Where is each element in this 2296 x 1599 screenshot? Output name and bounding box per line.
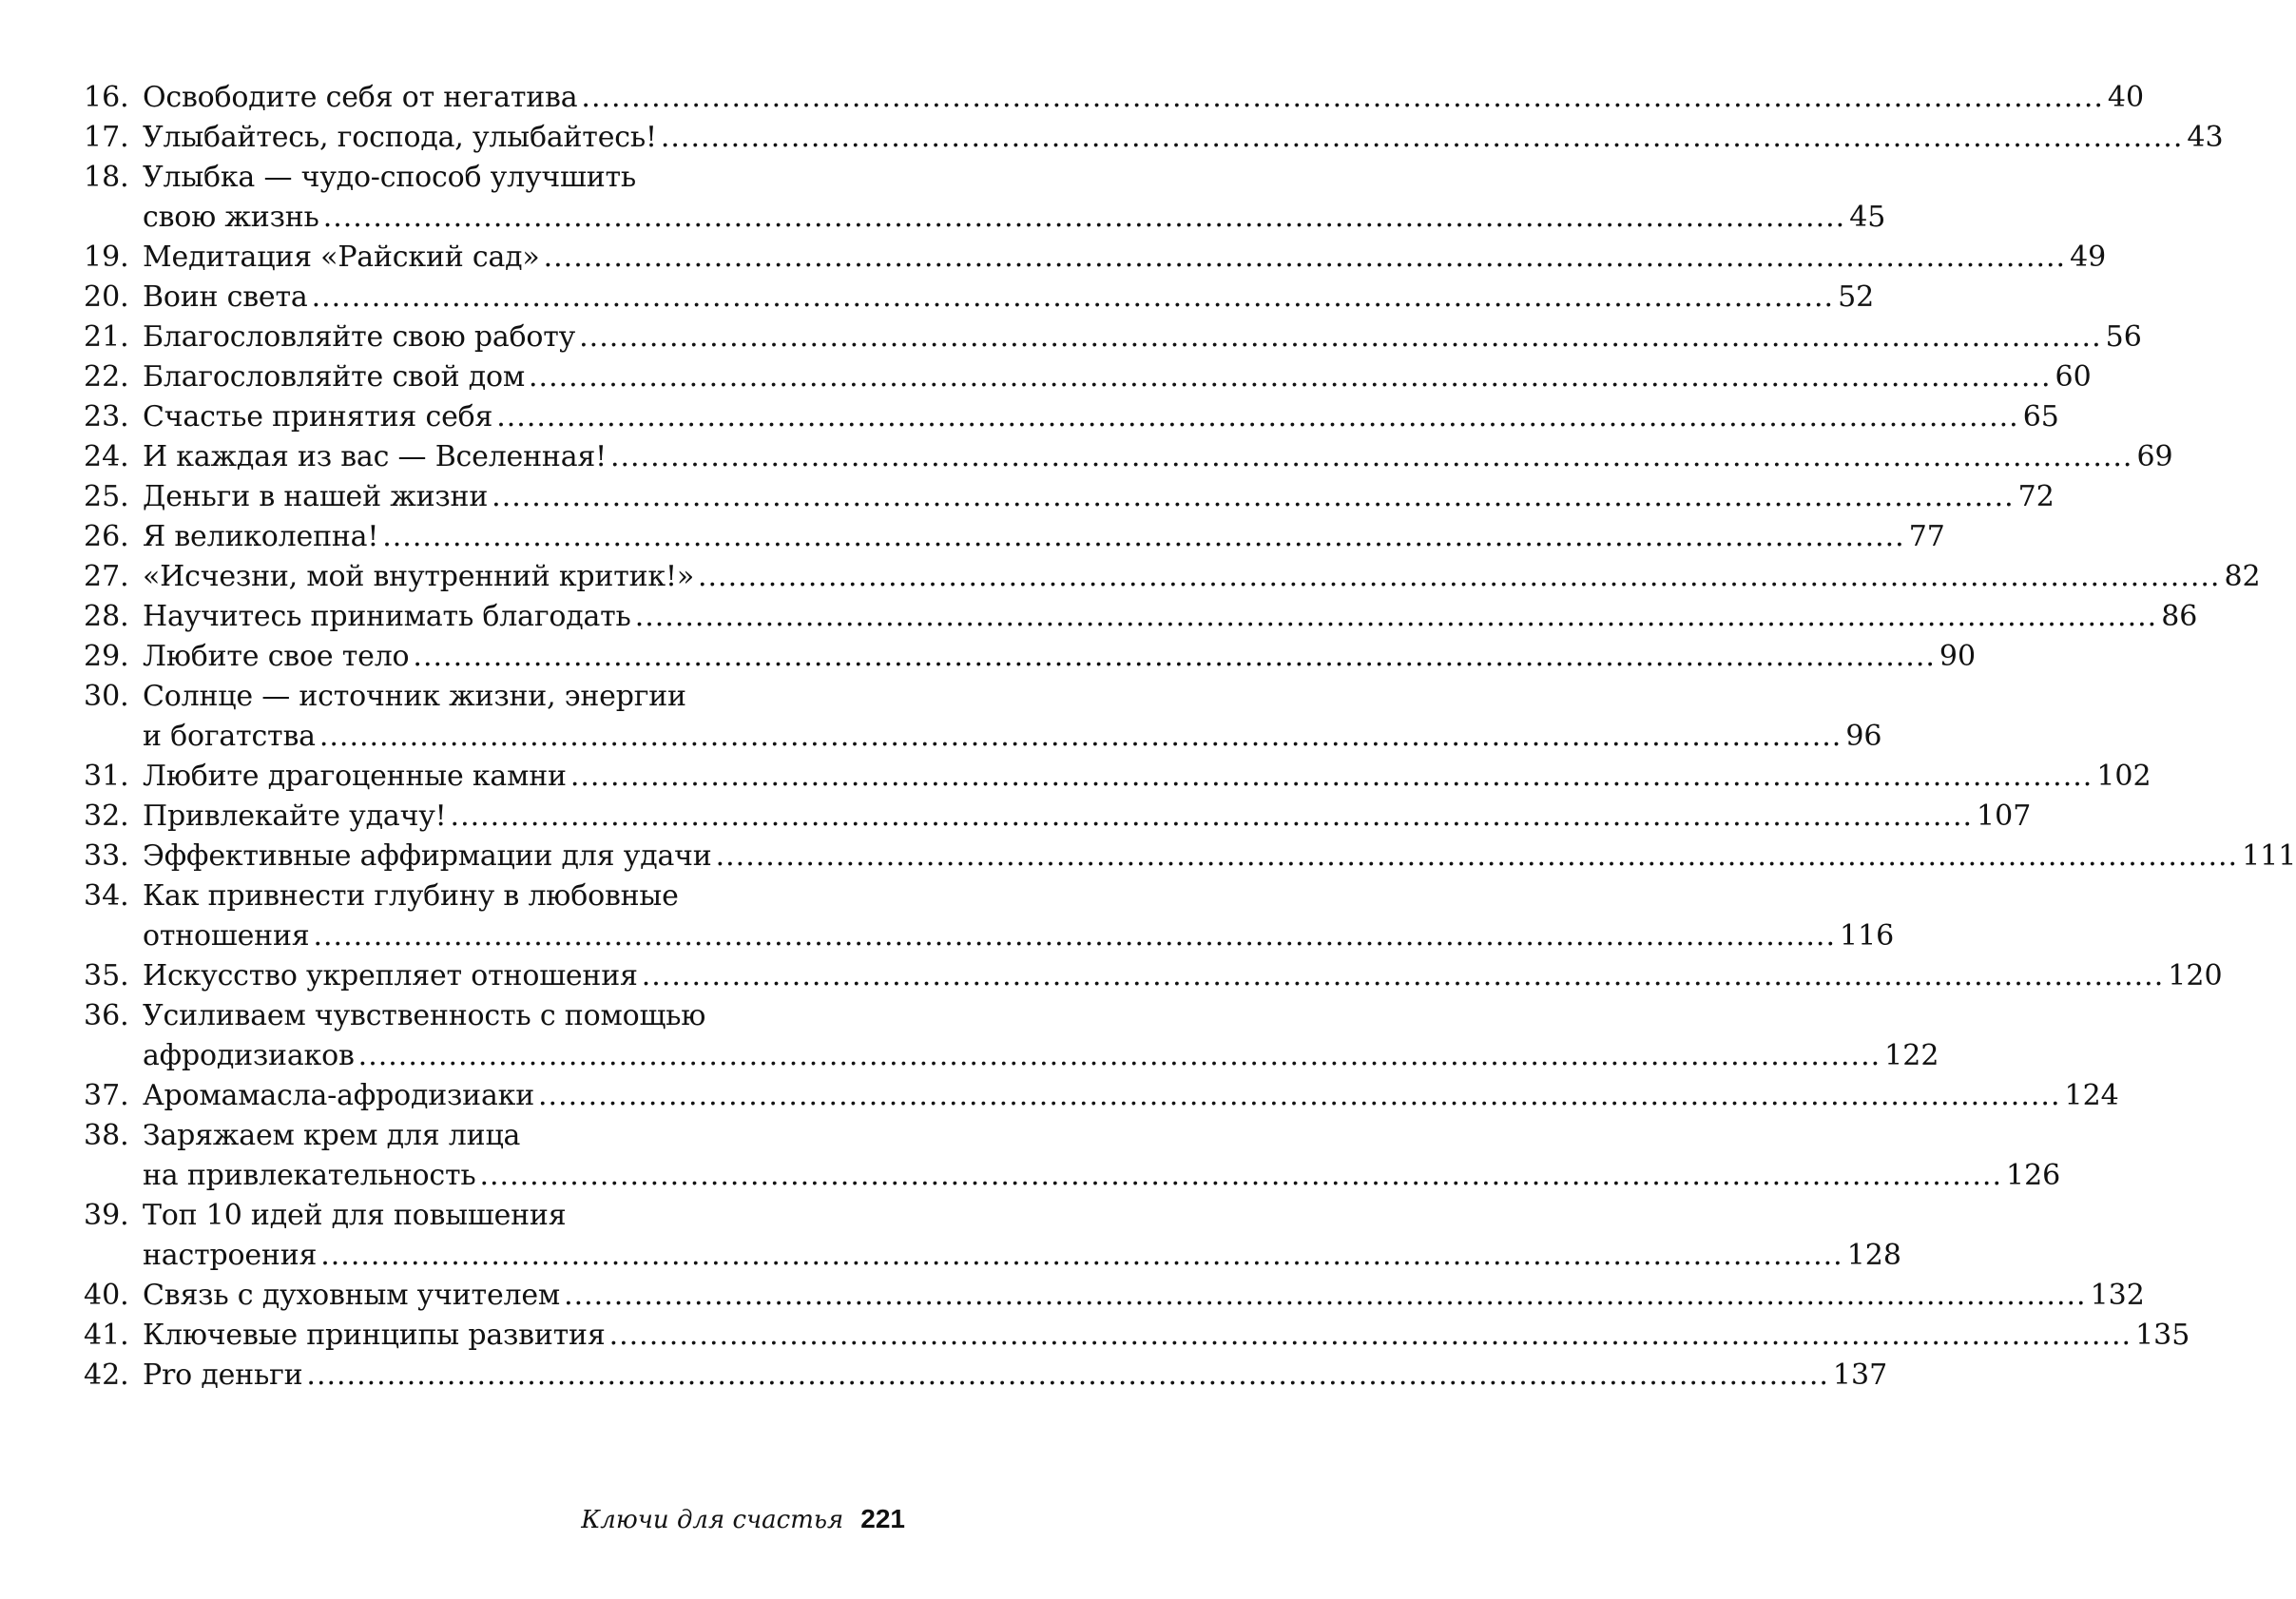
toc-entry-number: 28.	[84, 600, 129, 633]
toc-entry-number: 34.	[84, 879, 129, 913]
dot-leader	[358, 1036, 1881, 1076]
dot-leader	[661, 118, 2184, 158]
toc-entry-title: и богатства	[143, 720, 316, 753]
toc-entry-number: 36.	[84, 999, 129, 1032]
toc-entry-number: 42.	[84, 1358, 129, 1392]
toc-entry	[84, 597, 2198, 637]
dot-leader	[413, 637, 1936, 677]
table-of-contents	[84, 78, 2296, 1396]
dot-leader	[635, 597, 2158, 637]
toc-entry-line	[84, 1196, 818, 1236]
toc-entry-number: 30.	[84, 680, 129, 713]
toc-entry-number: 18.	[84, 161, 129, 194]
toc-entry-page: 52	[1838, 280, 1875, 314]
toc-entry-title: Любите свое тело	[143, 640, 410, 673]
toc-entry-page: 45	[1849, 201, 1886, 234]
toc-entry-title: Улыбайтесь, господа, улыбайтесь!	[143, 121, 657, 154]
dot-leader	[544, 238, 2067, 278]
dot-leader	[492, 477, 2015, 517]
dot-leader	[312, 278, 1835, 318]
dot-leader	[496, 397, 2019, 437]
toc-entry-line	[84, 1076, 2119, 1116]
toc-entry-title: Искусство укрепляет отношения	[143, 959, 638, 992]
toc-entry-page: 49	[2070, 241, 2107, 274]
toc-entry	[84, 677, 1882, 757]
toc-entry-line	[84, 916, 1895, 956]
toc-entry	[84, 357, 2092, 397]
toc-entry-title: И каждая из вас — Вселенная!	[143, 440, 607, 473]
toc-entry-number: 37.	[84, 1079, 129, 1112]
toc-entry-line	[84, 1236, 1901, 1276]
toc-entry-number: 24.	[84, 440, 129, 473]
toc-entry-number: 19.	[84, 241, 129, 274]
toc-entry-page: 132	[2090, 1279, 2145, 1312]
toc-entry	[84, 78, 2145, 118]
toc-entry-line	[84, 517, 1945, 557]
toc-entry-line	[84, 677, 818, 717]
toc-entry-page: 77	[1908, 520, 1945, 553]
toc-entry-title: Солнце — источник жизни, энергии	[143, 680, 686, 713]
toc-entry	[84, 757, 2151, 797]
toc-entry-number: 32.	[84, 800, 129, 833]
toc-entry-page: 107	[1977, 800, 2032, 833]
toc-entry-line	[84, 557, 2261, 597]
dot-leader	[642, 956, 2165, 996]
toc-entry-line	[84, 158, 818, 198]
toc-entry-line	[84, 1156, 2061, 1196]
toc-entry-title: Pro деньги	[143, 1358, 303, 1392]
toc-entry-title: Улыбка — чудо-способ улучшить	[143, 161, 637, 194]
dot-leader	[570, 757, 2093, 797]
toc-entry-title: Благословляйте свою работу	[143, 320, 576, 354]
dot-leader	[319, 717, 1843, 757]
toc-entry-page: 128	[1846, 1239, 1901, 1272]
toc-entry-page: 116	[1839, 919, 1895, 953]
dot-leader	[564, 1276, 2087, 1316]
toc-entry	[84, 118, 2224, 158]
toc-entry-title: Заряжаем крем для лица	[143, 1119, 521, 1152]
toc-entry-page: 137	[1832, 1358, 1888, 1392]
toc-entry-page: 86	[2161, 600, 2198, 633]
toc-entry-page: 82	[2224, 560, 2261, 593]
toc-entry	[84, 517, 1945, 557]
dot-leader	[306, 1356, 1829, 1396]
toc-entry-title: Аромамасла-афродизиаки	[143, 1079, 534, 1112]
toc-entry-line	[84, 1276, 2145, 1316]
toc-entry-line	[84, 717, 1882, 757]
toc-entry-title: Усиливаем чувственность с помощью	[143, 999, 706, 1032]
toc-entry-line	[84, 318, 2142, 357]
toc-entry-title: Я великолепна!	[143, 520, 379, 553]
toc-entry-title: Как привнести глубину в любовные	[143, 879, 679, 913]
toc-entry	[84, 477, 2055, 517]
toc-entry-line	[84, 1116, 818, 1156]
toc-entry	[84, 797, 2032, 837]
toc-entry-line	[84, 1316, 2190, 1356]
dot-leader	[698, 557, 2221, 597]
toc-entry	[84, 158, 1886, 238]
toc-entry-page: 102	[2096, 760, 2151, 793]
toc-entry-line	[84, 597, 2198, 637]
toc-entry	[84, 1076, 2119, 1116]
toc-entry-number: 39.	[84, 1199, 129, 1232]
toc-entry-line	[84, 78, 2145, 118]
toc-entry	[84, 996, 1939, 1076]
toc-entry-page: 40	[2107, 81, 2145, 114]
toc-entry-page: 90	[1939, 640, 1977, 673]
toc-entry-number: 21.	[84, 320, 129, 354]
page-number: 221	[860, 1504, 905, 1533]
toc-entry	[84, 397, 2059, 437]
toc-entry-line	[84, 996, 818, 1036]
toc-entry-title: отношения	[143, 919, 310, 953]
dot-leader	[716, 837, 2239, 877]
dot-leader	[320, 1236, 1843, 1276]
toc-entry-line	[84, 837, 2296, 877]
toc-entry-number: 31.	[84, 760, 129, 793]
toc-entry-page: 124	[2064, 1079, 2119, 1112]
toc-entry-page: 43	[2187, 121, 2224, 154]
toc-entry-number: 35.	[84, 959, 129, 992]
toc-entry-title: Любите драгоценные камни	[143, 760, 567, 793]
toc-entry-page: 60	[2055, 360, 2092, 394]
toc-entry-title: настроения	[143, 1239, 318, 1272]
toc-entry-line	[84, 637, 1977, 677]
toc-entry-title: Счастье принятия себя	[143, 400, 493, 433]
toc-entry-page: 135	[2135, 1319, 2190, 1352]
toc-entry	[84, 956, 2223, 996]
toc-entry-page: 72	[2017, 480, 2055, 513]
toc-entry-title: Ключевые принципы развития	[143, 1319, 606, 1352]
dot-leader	[479, 1156, 2002, 1196]
running-title: Ключи для счастья	[581, 1506, 844, 1534]
toc-entry-line	[84, 278, 1875, 318]
toc-entry	[84, 318, 2142, 357]
toc-entry-line	[84, 437, 2173, 477]
toc-entry	[84, 1276, 2145, 1316]
toc-entry-page: 111	[2242, 839, 2296, 873]
toc-entry-title: Медитация «Райский сад»	[143, 241, 540, 274]
dot-leader	[451, 797, 1974, 837]
toc-entry	[84, 1316, 2190, 1356]
toc-entry-page: 69	[2136, 440, 2173, 473]
toc-entry-page: 65	[2022, 400, 2059, 433]
toc-entry-title: Освободите себя от негатива	[143, 81, 578, 114]
toc-entry-title: Научитесь принимать благодать	[143, 600, 631, 633]
page-footer	[581, 1504, 905, 1534]
toc-entry-line	[84, 397, 2059, 437]
toc-entry-line	[84, 1356, 1888, 1396]
toc-entry-page: 96	[1845, 720, 1882, 753]
toc-entry	[84, 238, 2107, 278]
toc-entry-title: Благословляйте свой дом	[143, 360, 525, 394]
toc-entry-number: 25.	[84, 480, 129, 513]
toc-entry-line	[84, 198, 1886, 238]
toc-entry-line	[84, 757, 2151, 797]
toc-entry-title: Деньги в нашей жизни	[143, 480, 489, 513]
toc-entry-page: 122	[1884, 1039, 1939, 1072]
toc-entry-title: Связь с духовным учителем	[143, 1279, 561, 1312]
toc-entry-title: свою жизнь	[143, 201, 319, 234]
dot-leader	[579, 318, 2102, 357]
dot-leader	[382, 517, 1905, 557]
toc-entry-line	[84, 877, 818, 916]
toc-entry-page: 56	[2105, 320, 2142, 354]
toc-entry-line	[84, 357, 2092, 397]
toc-entry-number: 33.	[84, 839, 129, 873]
toc-entry-title: Топ 10 идей для повышения	[143, 1199, 567, 1232]
toc-entry-number: 17.	[84, 121, 129, 154]
dot-leader	[529, 357, 2052, 397]
toc-entry-page: 120	[2168, 959, 2223, 992]
toc-entry-title: Воин света	[143, 280, 308, 314]
toc-entry	[84, 278, 1875, 318]
dot-leader	[538, 1076, 2061, 1116]
dot-leader	[313, 916, 1836, 956]
toc-entry-page: 126	[2005, 1159, 2061, 1192]
toc-entry-line	[84, 956, 2223, 996]
toc-entry-number: 29.	[84, 640, 129, 673]
toc-entry-line	[84, 238, 2107, 278]
toc-entry-title: афродизиаков	[143, 1039, 355, 1072]
dot-leader	[609, 1316, 2132, 1356]
toc-entry-number: 26.	[84, 520, 129, 553]
toc-entry-line	[84, 118, 2224, 158]
dot-leader	[610, 437, 2133, 477]
toc-entry-title: Эффективные аффирмации для удачи	[143, 839, 712, 873]
toc-entry-number: 23.	[84, 400, 129, 433]
toc-entry-title: на привлекательность	[143, 1159, 476, 1192]
toc-entry-number: 27.	[84, 560, 129, 593]
toc-entry	[84, 877, 1895, 956]
toc-entry-number: 20.	[84, 280, 129, 314]
toc-entry-title: «Исчезни, мой внутренний критик!»	[143, 560, 694, 593]
toc-entry	[84, 1196, 1901, 1276]
toc-entry-line	[84, 477, 2055, 517]
toc-entry-number: 22.	[84, 360, 129, 394]
toc-entry	[84, 637, 1977, 677]
toc-entry	[84, 557, 2261, 597]
toc-entry	[84, 437, 2173, 477]
toc-entry-number: 16.	[84, 81, 129, 114]
toc-entry-line	[84, 797, 2032, 837]
toc-entry	[84, 1356, 1888, 1396]
dot-leader	[323, 198, 1846, 238]
toc-entry-number: 40.	[84, 1279, 129, 1312]
toc-entry-title: Привлекайте удачу!	[143, 800, 447, 833]
toc-entry-number: 38.	[84, 1119, 129, 1152]
toc-entry	[84, 1116, 2061, 1196]
toc-entry-number: 41.	[84, 1319, 129, 1352]
toc-entry-line	[84, 1036, 1939, 1076]
toc-entry	[84, 837, 2296, 877]
dot-leader	[581, 78, 2104, 118]
